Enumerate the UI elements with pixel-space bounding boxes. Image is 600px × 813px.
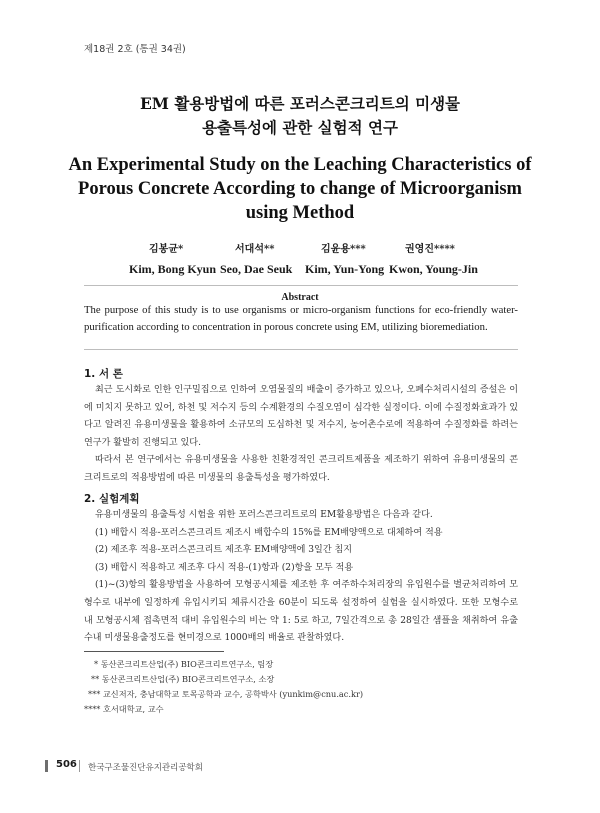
author-1-english: Kim, Bong Kyun <box>129 262 217 276</box>
method-item-1: (1) 배합시 적용-포러스콘크리트 제조시 배합수의 15%를 EM배양액으로 대체하여 적용 <box>95 527 443 538</box>
english-title-line-1: An Experimental Study on the Leaching Characteristics of <box>68 155 532 175</box>
author-4-english: Kwon, Young-Jin <box>389 262 478 276</box>
footnote-2-text: 동산콘크리트산업(주) BIO콘크리트연구소, 소장 <box>101 674 275 684</box>
journal-name: 한국구조물진단유지관리공학회 <box>88 763 203 773</box>
korean-title-line-2: 용출특성에 관한 실험적 연구 <box>202 118 398 137</box>
section-1-paragraph-1: 최근 도시화로 인한 인구밀집으로 인하여 오염물질의 배출이 증가하고 있으나, 오폐수처리시설의 증설은 이에 미치지 못하고 있어, 하천 및 저수지 등의 수계환경의 수질오염이 심각한 실정이다. 이에 수질정화효과가 있다고 알려진 유용미생물을 활용하여 소규모의 도심하천 및 저수지, 농어촌수로에 적용하여 수질정화를 하려는 연구가 활발히 진행되고 있다. <box>84 385 518 448</box>
title-divider <box>84 285 518 286</box>
footnote-4-text: 호서대학교, 교수 <box>102 704 164 714</box>
footnote-1-text: 동산콘크리트산업(주) BIO콘크리트연구소, 팀장 <box>100 659 274 669</box>
author-3-english: Kim, Yun-Yong <box>305 262 385 276</box>
footnote-2 <box>91 674 274 685</box>
method-item-2: (2) 제조후 적용-포러스콘크리트 제조후 EM배양액에 3일간 침지 <box>95 545 353 556</box>
footnote-3-mark: *** <box>88 689 101 699</box>
abstract-heading: Abstract <box>281 292 319 303</box>
section-2-paragraph: (1)~(3)항의 활용방법을 사용하여 모형공시체를 제조한 후 여주하수처리장의 유입원수를 별균처리하여 모형수로 내부에 일정하게 유입시키되 체류시간을 60분이 되도록 설정하여 실험을 실시하였다. 또한 모형수로 내 모형공시체 접촉면적 대비 유입원수의 비는 약 1: 5로 하고, 7일간격으로 총 28일간 샘플을 채취하여 유출수내 미생물용출정도를 현미경으로 1000배의 배율로 관찰하였다. <box>84 580 518 644</box>
author-1-korean: 김봉균* <box>149 244 184 255</box>
section-2-body <box>84 507 518 648</box>
footnote-1-mark: * <box>94 659 99 669</box>
english-title-line-3: using Method <box>245 203 355 223</box>
page-number-bar <box>45 760 48 772</box>
footnote-4 <box>84 704 164 715</box>
footnote-1 <box>94 659 273 670</box>
abstract-divider <box>84 349 518 350</box>
volume-info: 제18권 2호 (통권 34권) <box>84 44 186 55</box>
author-2-korean: 서대석** <box>235 244 275 255</box>
author-3-korean: 김윤용*** <box>321 244 366 255</box>
section-2-heading: 2. 실험계획 <box>84 493 140 505</box>
footnote-3-text: 교신저자, 충남대학교 토목공학과 교수, 공학박사 (yunkim@cnu.ac.kr) <box>102 689 364 699</box>
footnote-3 <box>88 689 363 700</box>
section-1-body <box>84 382 518 488</box>
english-title-line-2: Porous Concrete According to change of Microorganism <box>78 179 522 199</box>
footer-separator <box>79 760 80 772</box>
korean-title-line-1: EM 활용방법에 따른 포러스콘크리트의 미생물 <box>139 94 461 113</box>
section-1-paragraph-2: 따라서 본 연구에서는 유용미생물을 사용한 친환경적인 콘크리트제품을 제조하기 위하여 유용미생물의 콘크리트로의 적용방법에 따른 미생물의 용출특성을 평가하였다. <box>84 455 518 483</box>
footnote-rule <box>84 651 224 652</box>
footnote-4-mark: **** <box>84 704 101 714</box>
page-number: 506 <box>56 759 77 770</box>
section-2-intro: 유용미생물의 용출특성 시험을 위한 포러스콘크리트로의 EM활용방법은 다음과 같다. <box>95 510 433 520</box>
footnote-2-mark: ** <box>91 674 100 684</box>
section-1-heading: 1. 서 론 <box>84 368 123 380</box>
abstract-text: The purpose of this study is to use organisms or micro-organism functions for eco-friendly water-purification according to concentration in porous concrete using EM, utilizing bioremediation. <box>84 304 518 333</box>
author-4-korean: 권영진**** <box>405 244 455 255</box>
method-item-3: (3) 배합시 적용하고 제조후 다시 적용-(1)항과 (2)항을 모두 적용 <box>95 562 354 573</box>
author-2-english: Seo, Dae Seuk <box>220 262 293 276</box>
